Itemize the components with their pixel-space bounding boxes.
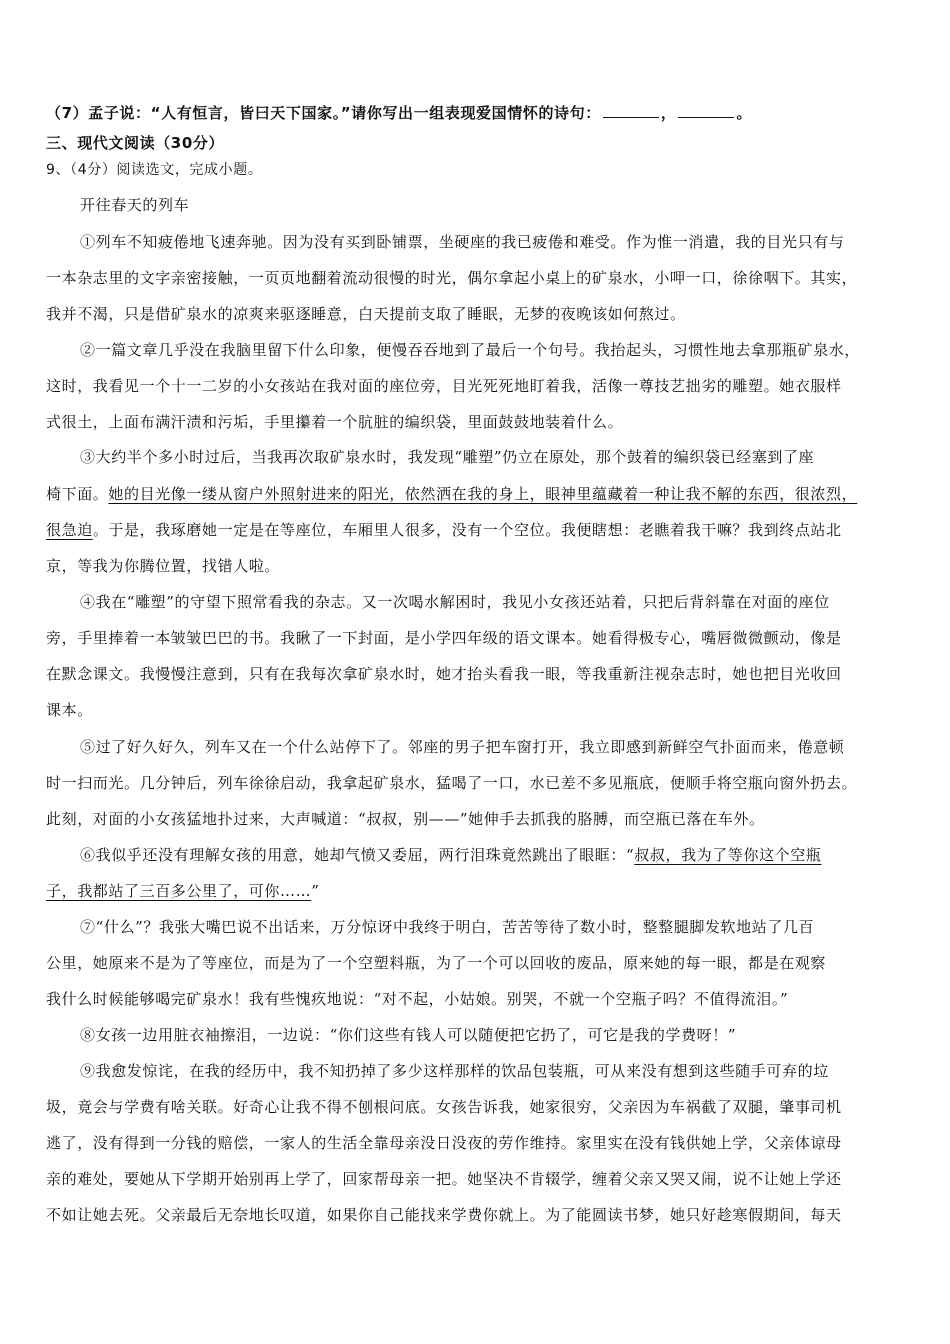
plain-text: ⑥我似乎还没有理解女孩的用意，她却气愤又委屈，两行泪珠竟然跳出了眼眶：“	[80, 846, 635, 864]
article-line: 我什么时候能够喝完矿泉水！我有些愧疚地说：“对不起，小姑娘。别哭，不就一个空瓶子吗？不值得流泪。”	[46, 990, 789, 1008]
article-line-mixed	[80, 845, 904, 865]
plain-text: 椅下面。	[46, 485, 109, 503]
article-line-mixed	[46, 520, 904, 540]
article-line: 时一扫而光。几分钟后，列车徐徐启动，我拿起矿泉水，猛喝了一口，水已差不多见瓶底，便顺手将空瓶向窗外扔去。	[46, 774, 858, 792]
article-line: 旁，手里捧着一本皱皱巴巴的书。我瞅了一下封面，是小学四年级的语文课本。她看得极专心，嘴唇微微颤动，像是	[46, 629, 842, 647]
article-line: ①列车不知疲倦地飞速奔驰。因为没有买到卧铺票，坐硬座的我已疲倦和难受。作为惟一消遣，我的目光只有与	[80, 233, 845, 251]
article-line: 圾，竟会与学费有啥关联。好奇心让我不得不刨根问底。女孩告诉我，她家很穷，父亲因为车祸截了双腿，肇事司机	[46, 1098, 842, 1116]
question-7-text: （7）孟子说：“人有恒言，皆曰天下国家。”请你写出一组表现爱国情怀的诗句：	[46, 104, 601, 122]
article-line: 逃了，没有得到一分钱的赔偿，一家人的生活全靠母亲没日没夜的劳作维持。家里实在没有钱供她上学，父亲体谅母	[46, 1134, 842, 1152]
plain-text: 。于是，我琢磨她一定是在等座位，车厢里人很多，没有一个空位。我便瞎想：老瞧着我干嘛？我到终点站北	[92, 521, 842, 539]
question-7	[46, 103, 904, 123]
article-title: 开往春天的列车	[80, 196, 190, 214]
article-line-mixed	[46, 484, 904, 504]
plain-text: ”	[311, 882, 320, 900]
underlined-sentence: 叔叔，我为了等你这个空瓶	[634, 846, 822, 864]
article-line: 此刻，对面的小女孩猛地扑过来，大声喊道：“叔叔，别——”她伸手去抓我的胳膊，而空瓶已落在车外。	[46, 810, 765, 828]
article-line: 不如让她去死。父亲最后无奈地长叹道，如果你自己能找来学费你就上。为了能圆读书梦，她只好趁寒假期间，每天	[46, 1206, 842, 1224]
underlined-sentence: 子，我都站了三百多公里了，可你……	[46, 882, 312, 900]
article-line: 公里，她原来不是为了等座位，而是为了一个空塑料瓶，为了一个可以回收的废品，原来她的每一眼，都是在观察	[46, 954, 827, 972]
article-line: ⑧女孩一边用脏衣袖擦泪，一边说：“你们这些有钱人可以随便把它扔了，可它是我的学费呀！”	[80, 1026, 737, 1044]
question-7-separator: ，	[660, 104, 677, 122]
answer-blank-1[interactable]	[603, 103, 659, 118]
article-line: 一本杂志里的文字亲密接触，一页页地翻着流动很慢的时光，偶尔拿起小桌上的矿泉水，小呷一口，徐徐咽下。其实，	[46, 269, 858, 287]
article-line: 这时，我看见一个十一二岁的小女孩站在我对面的座位旁，目光死死地盯着我，活像一尊技艺拙劣的雕塑。她衣服样	[46, 377, 842, 395]
article-line: 式很土，上面布满汗渍和污垢，手里攥着一个肮脏的编织袋，里面鼓鼓地装着什么。	[46, 413, 624, 431]
question-7-end: 。	[736, 104, 753, 122]
article-line: 亲的难处，要她从下学期开始别再上学了，回家帮母亲一把。她坚决不肯辍学，缠着父亲又哭又闹，说不让她上学还	[46, 1170, 842, 1188]
article-line: 京，等我为你腾位置，找错人啦。	[46, 557, 281, 575]
section-3-heading: 三、现代文阅读（30分）	[46, 134, 225, 152]
article-line: ③大约半个多小时过后，当我再次取矿泉水时，我发现“雕塑”仍立在原处，那个鼓着的编织袋已经塞到了座	[80, 448, 815, 466]
article-line: 课本。	[46, 701, 93, 719]
article-line: ②一篇文章几乎没在我脑里留下什么印象，便慢吞吞地到了最后一个句号。我抬起头，习惯性地去拿那瓶矿泉水，	[80, 341, 861, 359]
underlined-sentence: 很急迫	[46, 521, 93, 539]
article-line: ⑤过了好久好久，列车又在一个什么站停下了。邻座的男子把车窗打开，我立即感到新鲜空气扑面而来，倦意顿	[80, 738, 845, 756]
article-line: ⑨我愈发惊诧，在我的经历中，我不知扔掉了多少这样那样的饮品包装瓶，可从来没有想到这些随手可弃的垃	[80, 1062, 829, 1080]
article-line: 我并不渴，只是借矿泉水的凉爽来驱逐睡意，白天提前支取了睡眠，无梦的夜晚该如何熬过。	[46, 305, 686, 323]
article-line: ⑦“什么”？我张大嘴巴说不出话来，万分惊讶中我终于明白，苦苦等待了数小时，整整腿脚发软地站了几百	[80, 918, 815, 936]
answer-blank-2[interactable]	[678, 103, 734, 118]
article-line-mixed	[46, 881, 904, 901]
article-line: 在默念课文。我慢慢注意到，只有在我每次拿矿泉水时，她才抬头看我一眼，等我重新注视杂志时，她也把目光收回	[46, 665, 842, 683]
underlined-sentence: 她的目光像一缕从窗户外照射进来的阳光，依然洒在我的身上，眼神里蕴藏着一种让我不解的东西，很浓烈，	[108, 485, 858, 503]
question-9-prompt: 9、（4分）阅读选文，完成小题。	[46, 162, 263, 178]
article-line: ④我在“雕塑”的守望下照常看我的杂志。又一次喝水解困时，我见小女孩还站着，只把后背斜靠在对面的座位	[80, 593, 830, 611]
